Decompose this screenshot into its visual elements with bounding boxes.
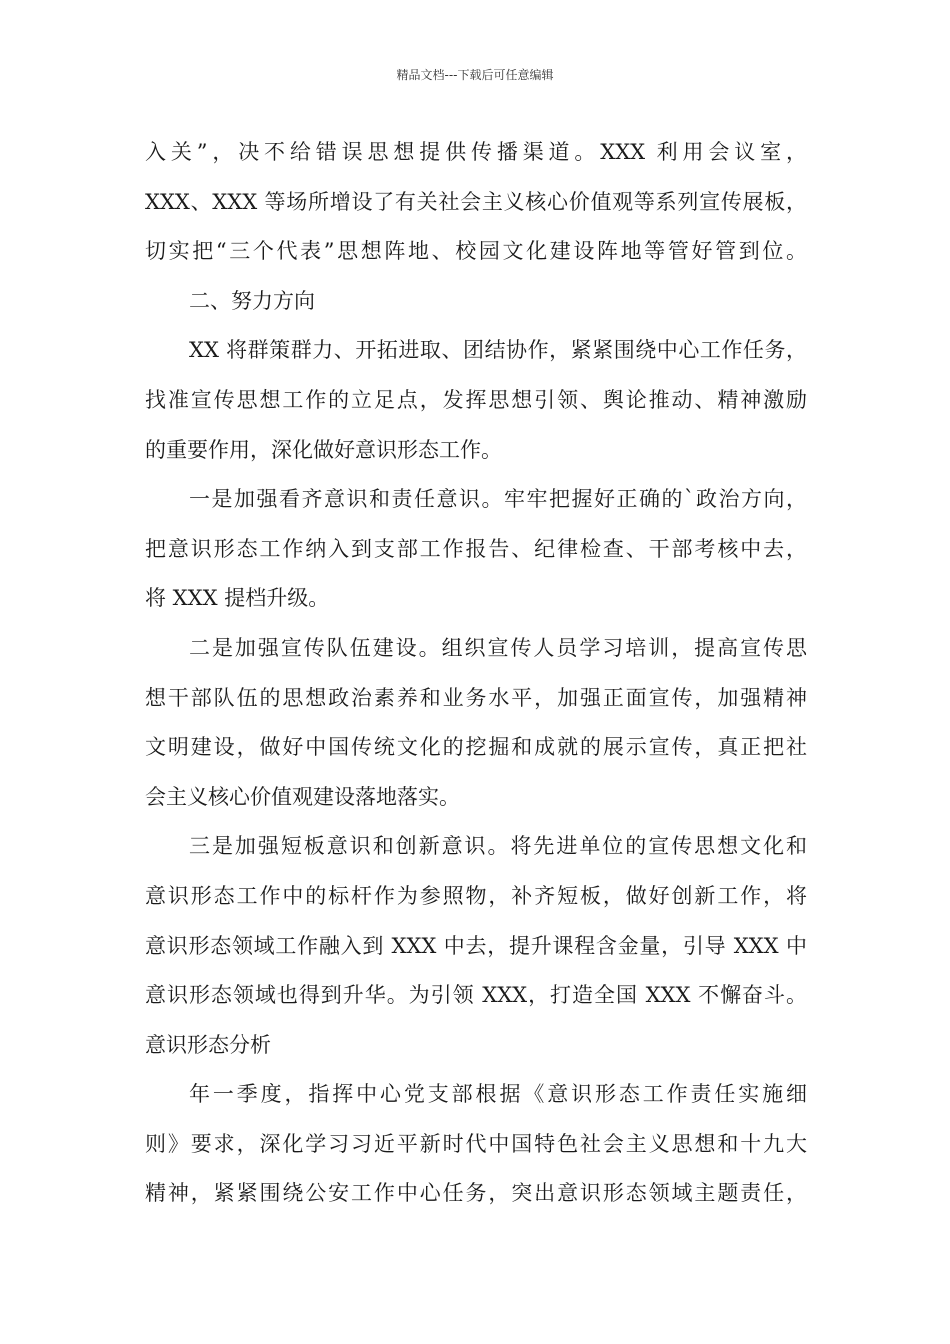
text-line: 会主义核心价值观建设落地落实。 <box>145 784 460 809</box>
section-heading: 二、努力方向 <box>189 288 315 313</box>
text-line: 入关”，决不给错误思想提供传播渠道。XXX 利用会议室， <box>145 140 807 164</box>
page-header: 精品文档---下载后可任意编辑 <box>396 68 554 82</box>
text-line: 则》要求，深化学习习近平新时代中国特色社会主义思想和十九大 <box>145 1131 807 1156</box>
text-line: 把意识形态工作纳入到支部工作报告、纪律检查、干部考核中去， <box>145 536 807 561</box>
document-body <box>145 128 807 1219</box>
text-line: 将 XXX 提档升级。 <box>145 586 330 611</box>
text-line: 文明建设，做好中国传统文化的挖掘和成就的展示宣传，真正把社 <box>145 735 807 760</box>
text-line: 意识形态工作中的标杆作为参照物，补齐短板，做好创新工作，将 <box>145 883 807 908</box>
text-line: XXX、XXX 等场所增设了有关社会主义核心价值观等系列宣传展板， <box>145 189 807 214</box>
text-line: 找准宣传思想工作的立足点，发挥思想引领、舆论推动、精神激励 <box>145 387 807 412</box>
text-line: 想干部队伍的思想政治素养和业务水平，加强正面宣传，加强精神 <box>145 685 807 710</box>
text-line: 年一季度，指挥中心党支部根据《意识形态工作责任实施细 <box>189 1082 807 1107</box>
text-line: XX 将群策群力、开拓进取、团结协作，紧紧围绕中心工作任务， <box>189 338 807 363</box>
text-line: 切实把“三个代表”思想阵地、校园文化建设阵地等管好管到位。 <box>145 239 807 264</box>
text-line: 意识形态领域也得到升华。为引领 XXX，打造全国 XXX 不懈奋斗。 <box>145 983 807 1008</box>
text-line: 三是加强短板意识和创新意识。将先进单位的宣传思想文化和 <box>189 834 807 859</box>
text-line: 一是加强看齐意识和责任意识。牢牢把握好正确的`政治方向， <box>189 487 807 512</box>
text-line: 二是加强宣传队伍建设。组织宣传人员学习培训，提高宣传思 <box>189 635 807 660</box>
text-line: 精神，紧紧围绕公安工作中心任务，突出意识形态领域主题责任， <box>145 1181 807 1206</box>
text-line: 的重要作用，深化做好意识形态工作。 <box>145 437 502 462</box>
text-line: 意识形态领域工作融入到 XXX 中去，提升课程含金量，引导 XXX 中 <box>145 933 807 958</box>
section-heading: 意识形态分析 <box>145 1032 271 1057</box>
